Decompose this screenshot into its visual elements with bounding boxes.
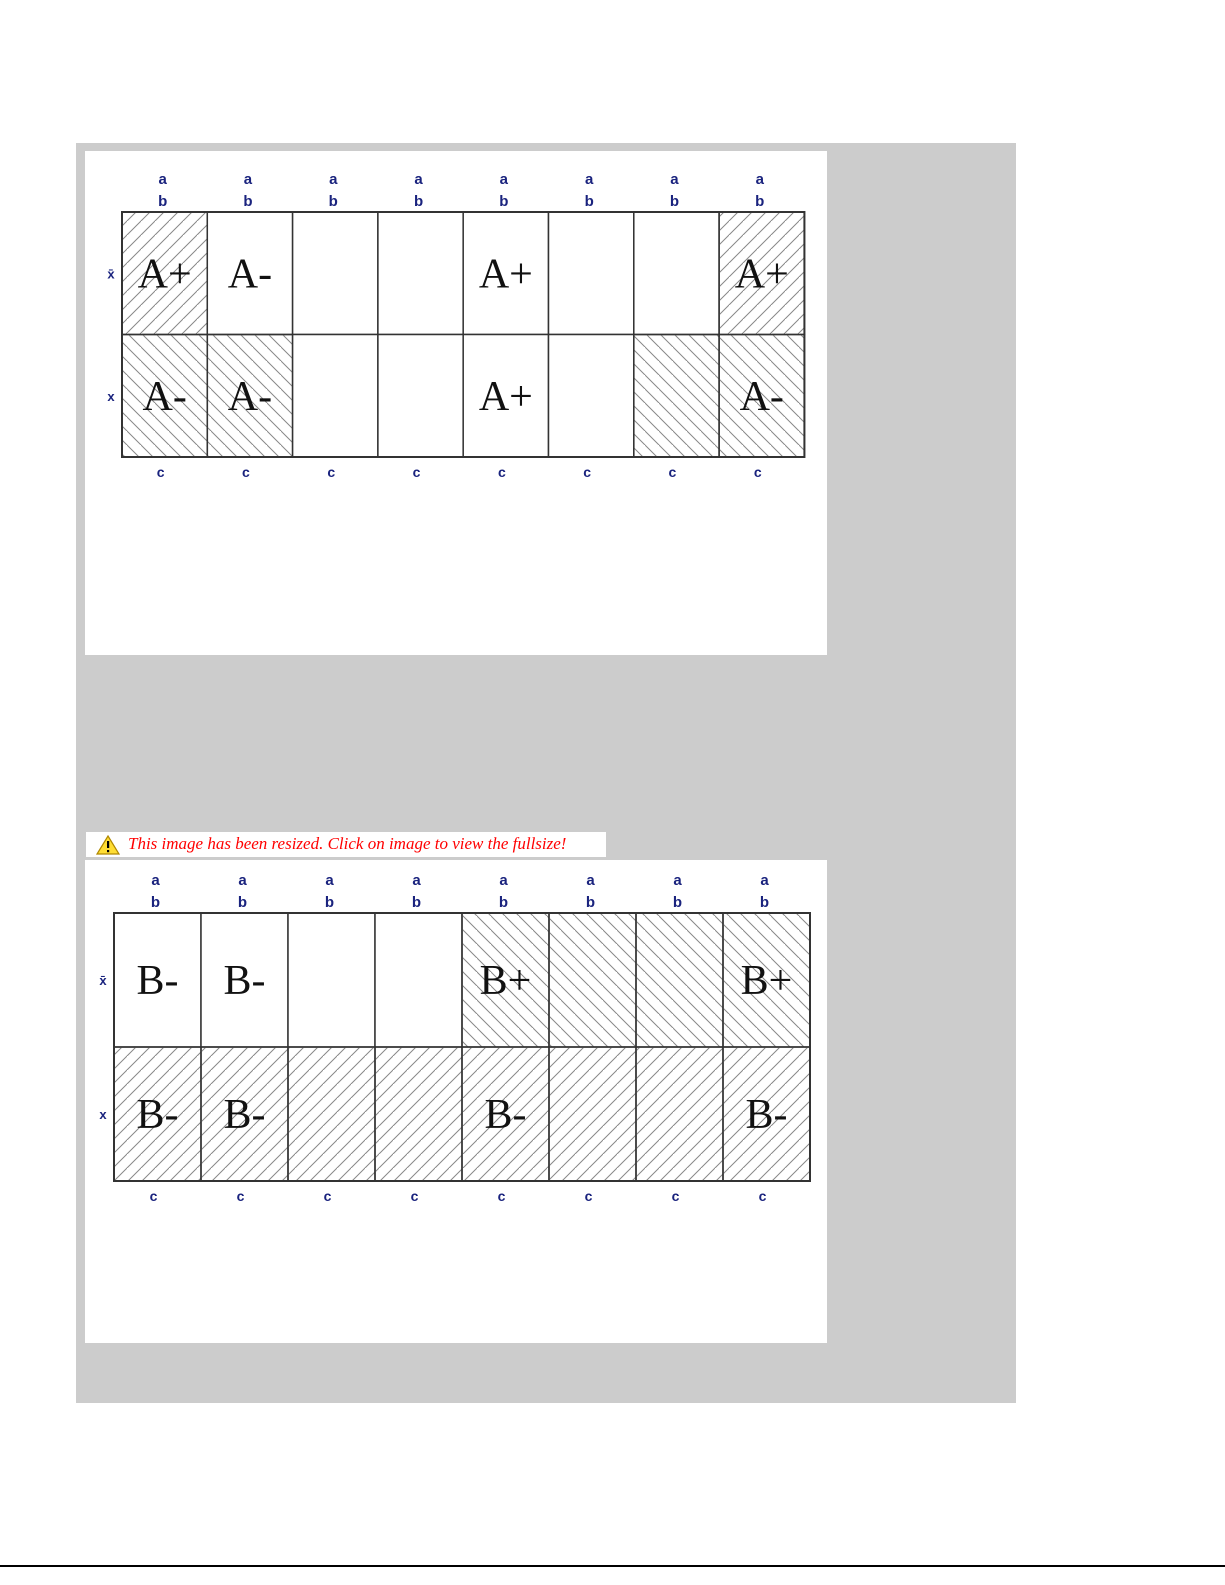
kmap-cell [549, 335, 634, 458]
kmap-cell [636, 913, 723, 1047]
kmap-bottom-label: c [671, 1188, 680, 1204]
kmap-column-label: b [243, 193, 253, 210]
kmap-bottom-label: c [149, 1188, 158, 1204]
kmap-column-label: b [324, 894, 335, 911]
kmap-cell-value: A- [227, 251, 273, 298]
kmap-row-label: x̄ [107, 266, 115, 282]
karnaugh-map-b [85, 860, 827, 1343]
kmap-bottom-label: c [583, 464, 592, 480]
kmap-bottom-label: c [236, 1188, 245, 1204]
kmap-bottom-label: c [242, 464, 250, 480]
kmap-column-label: a [329, 171, 338, 188]
kmap-column-label: b [150, 894, 161, 911]
kmap-cell [636, 1047, 723, 1181]
kmap-cell-value: B- [484, 1092, 527, 1138]
kmap-column-label: b [158, 193, 168, 210]
kmap-bottom-label: c [753, 464, 762, 480]
kmap-cell [549, 1047, 636, 1181]
kmap-column-label: a [670, 171, 679, 188]
kmap-bottom-label: c [412, 464, 421, 480]
kmap-cell [293, 335, 378, 458]
kmap-cell-value: B- [223, 1092, 266, 1138]
kmap-bottom-label: c [497, 464, 506, 480]
page-bottom-rule [0, 1565, 1225, 1567]
resize-notice[interactable] [86, 832, 606, 857]
kmap-column-label: a [158, 171, 167, 188]
kmap-cell [288, 1047, 375, 1181]
kmap-cell [634, 335, 719, 458]
karnaugh-map-a-image[interactable] [85, 151, 827, 655]
kmap-bottom-label: c [410, 1188, 419, 1204]
kmap-column-label: a [243, 171, 253, 188]
kmap-column-label: b [755, 193, 765, 210]
kmap-column-label: b [584, 193, 594, 210]
warning-icon [96, 835, 120, 855]
kmap-cell [375, 913, 462, 1047]
karnaugh-map-b-image[interactable] [85, 860, 827, 1343]
kmap-cell [378, 212, 463, 335]
kmap-column-label: b [413, 193, 424, 210]
kmap-column-label: a [755, 171, 764, 188]
kmap-cell-value: B- [223, 958, 266, 1004]
kmap-cell-value: B- [745, 1092, 788, 1138]
kmap-cell-value: A+ [478, 373, 533, 420]
kmap-column-label: a [499, 171, 509, 188]
kmap-column-label: b [499, 193, 509, 210]
kmap-cell [549, 212, 634, 335]
kmap-column-label: a [238, 872, 247, 889]
kmap-cell-value: A- [739, 373, 784, 420]
kmap-column-label: b [669, 193, 680, 210]
kmap-row-label: x [107, 388, 115, 404]
kmap-bottom-label: c [323, 1188, 332, 1204]
kmap-cell-value: B- [136, 958, 179, 1004]
kmap-cell-value: B+ [740, 958, 793, 1004]
kmap-cell-value: B+ [479, 958, 532, 1004]
karnaugh-map-a [85, 151, 827, 655]
kmap-column-label: b [759, 894, 770, 911]
kmap-column-label: a [499, 872, 508, 889]
kmap-bottom-label: c [758, 1188, 767, 1204]
kmap-bottom-label: c [327, 464, 336, 480]
kmap-bottom-label: c [156, 464, 165, 480]
kmap-cell-value: A- [142, 373, 187, 420]
kmap-cell [288, 913, 375, 1047]
kmap-bottom-label: c [497, 1188, 506, 1204]
kmap-bottom-label: c [584, 1188, 593, 1204]
kmap-column-label: b [672, 894, 683, 911]
kmap-column-label: a [584, 171, 594, 188]
kmap-column-label: b [237, 894, 248, 911]
resize-notice-text[interactable]: This image has been resized. Click on image to view the fullsize! [128, 834, 567, 853]
kmap-column-label: a [412, 872, 421, 889]
kmap-cell [549, 913, 636, 1047]
kmap-cell-value: A+ [478, 251, 533, 298]
kmap-cell [378, 335, 463, 458]
kmap-column-label: a [414, 171, 423, 188]
kmap-cell-value: A- [227, 373, 273, 420]
kmap-column-label: a [151, 872, 160, 889]
kmap-column-label: a [760, 872, 769, 889]
kmap-cell [634, 212, 719, 335]
kmap-column-label: b [328, 193, 338, 210]
kmap-bottom-label: c [668, 464, 677, 480]
kmap-column-label: a [586, 872, 595, 889]
kmap-cell-value: A+ [734, 251, 789, 298]
kmap-cell [293, 212, 378, 335]
kmap-column-label: b [498, 894, 509, 911]
kmap-column-label: a [325, 872, 334, 889]
kmap-cell [375, 1047, 462, 1181]
kmap-column-label: a [673, 872, 682, 889]
kmap-row-label: x̄ [99, 973, 107, 988]
kmap-cell-value: B- [136, 1092, 179, 1138]
kmap-column-label: b [585, 894, 596, 911]
kmap-row-label: x [99, 1107, 107, 1122]
kmap-cell-value: A+ [137, 251, 192, 298]
kmap-column-label: b [411, 894, 422, 911]
